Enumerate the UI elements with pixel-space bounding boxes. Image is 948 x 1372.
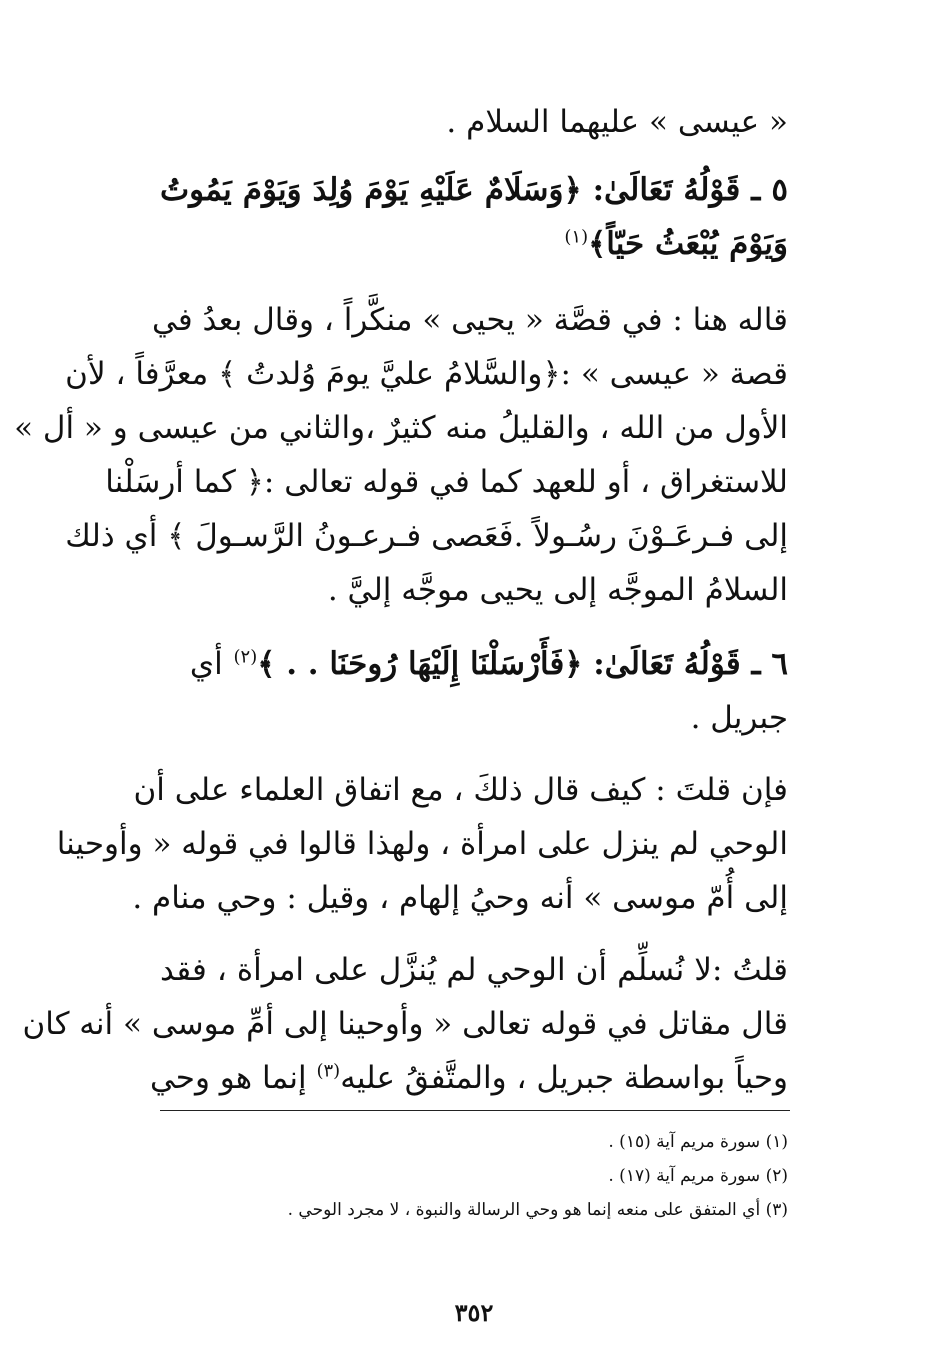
line-text: قصة « عيسى » :﴿والسَّلامُ عليَّ يومَ وُلدتُ ﴾ معرَّفاً ، لأن	[65, 356, 788, 392]
verse-text: وَيَوْمَ يُبْعَثُ حَيّاً﴾	[588, 226, 788, 262]
text-line-8	[65, 518, 788, 555]
verse-5-line-2	[564, 226, 788, 263]
footnote-text: (١) سورة مريم آية (١٥) .	[608, 1132, 788, 1152]
line-text: أي	[189, 646, 223, 682]
line-text: قاله هنا : في قصَّة « يحيى » منكَّراً ، وقال بعدُ في	[152, 302, 788, 338]
line-text: إلى فـرعَـوْنَ رسُـولاً .فَعَصى فـرعـونُ الرَّسـولَ ﴾ أي ذلك	[65, 518, 788, 554]
text-line-5	[65, 356, 788, 393]
line-text: قال مقاتل في قوله تعالى « وأوحينا إلى أمِّ موسى » أنه كان	[22, 1006, 788, 1042]
line-text: قلتُ :لا نُسلِّم أن الوحي لم يُنزَّل على امرأة ، فقد	[160, 952, 788, 988]
text-line-15	[160, 952, 788, 989]
footnote-ref-3[interactable]: (٣)	[316, 1060, 341, 1082]
footnote-text: (٣) أي المتفق على منعه إنما هو وحي الرسالة والنبوة ، لا مجرد الوحي .	[287, 1200, 788, 1220]
line-text: وحياً بواسطة جبريل ، والمتَّفقُ عليه	[340, 1060, 788, 1096]
text-line-9	[328, 572, 788, 609]
line-text: إلى أُمّ موسى » أنه وحيُ إلهام ، وقيل : وحي منام .	[132, 880, 788, 916]
line-text: الوحي لم ينزل على امرأة ، ولهذا قالوا في قوله « وأوحينا	[56, 826, 788, 862]
line-text: « عيسى » عليهما السلام .	[446, 104, 788, 140]
text-line-6	[14, 410, 788, 447]
line-text: فإن قلتَ : كيف قال ذلكَ ، مع اتفاق العلماء على أن	[133, 772, 788, 808]
verse-6-line-1	[190, 646, 788, 683]
verse-5-line-1	[160, 172, 788, 209]
text-line-4	[152, 302, 788, 339]
line-text: إنما هو وحي	[149, 1060, 307, 1096]
text-line-13	[56, 826, 788, 863]
text-line-1	[446, 104, 788, 141]
line-text: للاستغراق ، أو للعهد كما في قوله تعالى :﴿ كما أرسَلْنا	[105, 464, 788, 500]
footnote-2	[608, 1166, 788, 1186]
verse-text: ٥ ـ قَوْلُهُ تَعَالَىٰ: ﴿وَسَلَامٌ عَلَيْهِ يَوْمَ وُلِدَ وَيَوْمَ يَمُوتُ	[160, 172, 788, 208]
footnote-separator	[160, 1110, 790, 1111]
line-text: جبريل .	[690, 700, 788, 736]
footnote-3	[288, 1200, 788, 1220]
text-line-14	[132, 880, 788, 917]
text-line-17	[149, 1060, 788, 1097]
footnote-1	[608, 1132, 788, 1152]
text-line-12	[133, 772, 788, 809]
text-line-16	[22, 1006, 788, 1043]
footnote-ref-1[interactable]: (١)	[564, 226, 589, 248]
footnote-ref-2[interactable]: (٢)	[233, 646, 258, 668]
text-line-7	[105, 464, 788, 501]
line-text: السلامُ الموجَّه إلى يحيى موجَّه إليَّ .	[327, 572, 788, 608]
line-text: الأول من الله ، والقليلُ منه كثيرٌ ،والثاني من عيسى و « أل »	[14, 410, 788, 446]
verse-text: ٦ ـ قَوْلُهُ تَعَالَىٰ: ﴿فَأَرْسَلْنَا إِلَيْهَا رُوحَنَا . . ﴾	[257, 646, 788, 682]
footnote-text: (٢) سورة مريم آية (١٧) .	[608, 1166, 788, 1186]
page-number: ٣٥٢	[454, 1298, 494, 1327]
text-line-11	[691, 700, 788, 737]
